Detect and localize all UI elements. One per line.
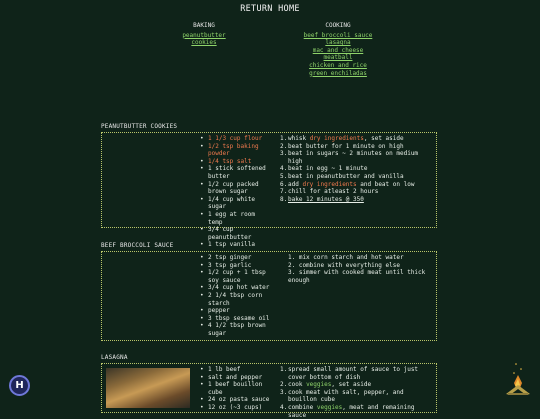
- lasagna-photo: [106, 368, 190, 408]
- baking-nav: [168, 22, 240, 47]
- step-item: 8. bake 12 minutes @ 350: [280, 195, 364, 203]
- step-item: 1. spread small amount of sauce to just cover bottom of dish: [280, 366, 419, 381]
- ingredient-item: • 3/4 cup hot water: [200, 284, 272, 292]
- ingredient-item: • 2 tsp ginger: [200, 254, 272, 262]
- step-item: 1. whisk dry ingredients, set aside: [280, 135, 404, 142]
- ingredient-item: • 1/4 tsp salt: [200, 158, 272, 166]
- ingredient-item: • 1 tsp vanilla: [200, 241, 272, 249]
- ingredient-item: • 1 stick softened butter: [200, 165, 272, 180]
- ingredient-item: • 1/2 cup + 1 tbsp soy sauce: [200, 269, 272, 284]
- campfire-icon: [502, 360, 534, 398]
- nav-link-green-enchiladas[interactable]: green enchiladas: [309, 69, 367, 77]
- ingredient-item: • 24 oz pasta sauce: [200, 396, 272, 404]
- step-item: 5. beat in peanutbutter and vanilla: [280, 172, 404, 180]
- ingredient-item: • 4 1/2 tbsp brown sugar: [200, 322, 272, 337]
- cooking-heading: COOKING: [325, 22, 351, 29]
- ingredient-item: • 1 beef bouillon cube: [200, 381, 272, 396]
- step-item: 2. cook veggies, set aside: [280, 381, 372, 389]
- lasagna-card: [101, 363, 437, 419]
- nav-link-chicken-and-rice[interactable]: chicken and rice: [309, 61, 367, 69]
- home-button[interactable]: H: [9, 375, 30, 396]
- ingredient-item: • 3/4 cup peanutbutter: [200, 226, 272, 241]
- return-home-link[interactable]: RETURN HOME: [240, 4, 300, 14]
- ingredient-item: • 12 oz (~3 cups): [200, 404, 272, 412]
- ingredient-item: • pepper: [200, 307, 272, 315]
- nav-link-beef-broccoli-sauce[interactable]: beef broccoli sauce: [303, 31, 373, 39]
- peanutbutter-cookies-title: PEANUTBUTTER COOKIES: [101, 123, 178, 130]
- ingredient-item: • 2 1/4 tbsp corn starch: [200, 292, 272, 307]
- lasagna-title: LASAGNA: [101, 354, 128, 361]
- ingredient-item: • 3 tsp garlic: [200, 262, 272, 270]
- step-item: 4. beat in egg ~ 1 minute: [280, 165, 368, 173]
- ingredient-item: • 3 tbsp sesame oil: [200, 315, 272, 323]
- ingredient-item: • 1/4 cup white sugar: [200, 196, 272, 211]
- baking-heading: BAKING: [193, 22, 215, 29]
- beef-broccoli-sauce-title: BEEF BROCCOLI SAUCE: [101, 242, 174, 249]
- cooking-nav: [298, 22, 378, 77]
- step-item: 7. chill for atleast 2 hours: [280, 188, 379, 196]
- peanutbutter-steps: [280, 135, 435, 203]
- beef-broccoli-sauce-card: [101, 251, 437, 341]
- beef-ingredients: [200, 254, 272, 338]
- nav-link-peanutbutter-cookies[interactable]: peanutbutter cookies: [182, 31, 226, 47]
- ingredient-item: • 1 egg at room temp: [200, 211, 272, 226]
- step-item: 2. combine with everything else: [288, 261, 400, 269]
- ingredient-item: • 1/2 tsp baking powder: [200, 143, 272, 158]
- lasagna-steps: [280, 366, 435, 419]
- nav-link-mac-and-cheese[interactable]: mac and cheese: [312, 46, 364, 54]
- peanutbutter-ingredients: [200, 135, 272, 249]
- ingredient-item: • 1 1/3 cup flour: [200, 135, 272, 143]
- step-item: 3. simmer with cooked meat until thick enough: [288, 269, 426, 284]
- step-item: 1. mix corn starch and hot water: [288, 254, 404, 261]
- step-item: 3. cook meat with salt, pepper, and bouillon cube: [280, 388, 404, 404]
- nav-link-meatball[interactable]: meatball: [323, 54, 353, 62]
- step-item: 4. combine veggies, meat and remaining sauce: [280, 403, 415, 419]
- step-item: 2. beat butter for 1 minute on high: [280, 142, 404, 150]
- ingredient-item: • 1/2 cup packed brown sugar: [200, 181, 272, 196]
- step-item: 6. add dry ingredients and beat on low: [280, 180, 415, 188]
- nav-link-lasagna[interactable]: lasagna: [325, 39, 351, 47]
- beef-steps: [280, 254, 435, 284]
- ingredient-item: • 1 lb beef: [200, 366, 272, 374]
- step-item: 3. beat in sugars ~ 2 minutes on medium high: [280, 150, 419, 165]
- ingredient-item: • salt and pepper: [200, 374, 272, 382]
